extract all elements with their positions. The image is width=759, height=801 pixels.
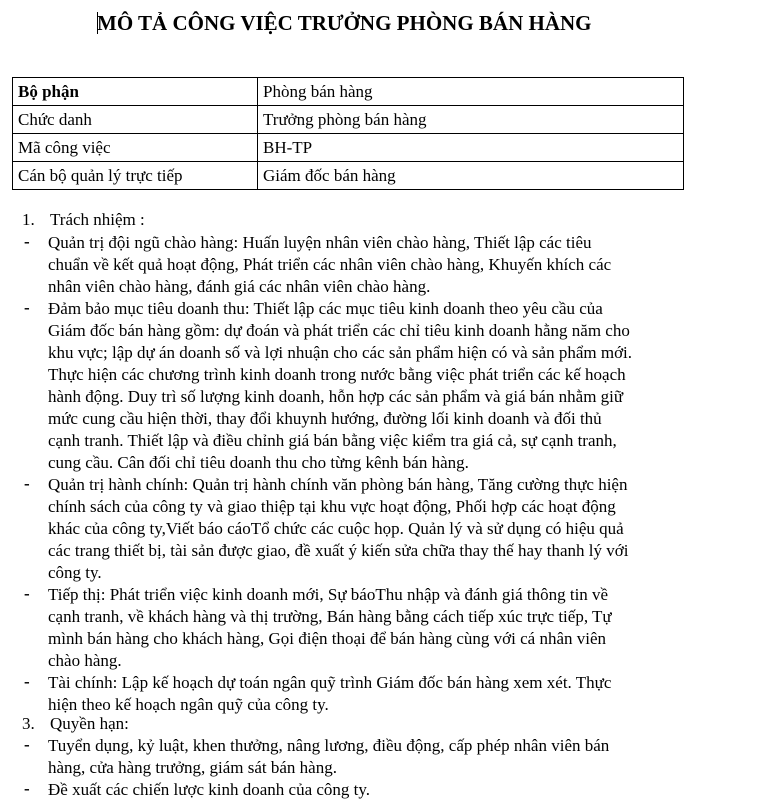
bullet-dash: - [24,735,30,754]
table-row [13,78,684,106]
list-item [0,474,700,584]
text-line: Quản trị đội ngũ chào hàng: Huấn luyện nhân viên chào hàng, Thiết lập các tiêu [48,233,592,252]
text-line: Thực hiện các chương trình kinh doanh trong nước bằng việc phát triển các kế hoạch [48,365,626,384]
table-cell-label: Bộ phận [13,78,258,106]
list-item [0,232,700,298]
bullet-dash: - [24,298,30,317]
table-row [13,106,684,134]
text-line: chuẩn về kết quả hoạt động, Phát triển các nhân viên chào hàng, Khuyến khích các [48,255,612,274]
bullet-dash: - [24,474,30,493]
document-title: MÔ TẢ CÔNG VIỆC TRƯỞNG PHÒNG BÁN HÀNG [97,11,592,35]
bullet-dash: - [24,584,30,603]
section-title: Trách nhiệm : [50,210,145,229]
list-item [0,584,700,672]
authority-list [0,735,700,801]
text-line: khu vực; lập dự án doanh số và lợi nhuận cho các sản phẩm hiện có và sản phẩm mới. [48,343,633,362]
text-line: Đề xuất các chiến lược kinh doanh của công ty. [48,780,371,799]
section-heading-responsibilities [22,209,145,231]
list-item [0,735,700,779]
table-cell-label: Chức danh [13,106,258,134]
section-title: Quyền hạn: [50,714,129,733]
text-line: chào hàng. [48,651,122,670]
table-cell-value: BH-TP [258,134,684,162]
list-item [0,298,700,474]
section-heading-authority [22,713,129,735]
list-item [0,779,700,801]
text-line: chính sách của công ty và giao thiệp tại khu vực hoạt động, Phối hợp các hoạt động [48,497,616,516]
bullet-dash: - [24,672,30,691]
text-line: khác của công ty,Viết báo cáoTổ chức các cuộc họp. Quản lý và sử dụng có hiệu quả [48,519,624,538]
bullet-dash: - [24,779,30,798]
table-cell-label: Mã công việc [13,134,258,162]
text-line: nhân viên chào hàng, đánh giá các nhân viên chào hàng. [48,277,431,296]
table-cell-value: Phòng bán hàng [258,78,684,106]
text-line: các trang thiết bị, tài sản được giao, đề xuất ý kiến sửa chữa thay thế hay thanh lý với [48,541,629,560]
section-number: 3. [22,714,35,733]
text-line: Tài chính: Lập kế hoạch dự toán ngân quỹ trình Giám đốc bán hàng xem xét. Thực [48,673,612,692]
text-line: mức cung cầu hiện thời, thay đổi khuynh hướng, đường lối kinh doanh và đối thủ [48,409,602,428]
table-row [13,162,684,190]
section-number: 1. [22,210,35,229]
text-line: Giám đốc bán hàng gồm: dự đoán và phát triển các chỉ tiêu kinh doanh hằng năm cho [48,321,630,340]
text-line: cạnh tranh, về khách hàng và thị trường, Bán hàng bằng cách tiếp xúc trực tiếp, Tự [48,607,612,626]
table-row [13,134,684,162]
text-line: Tuyển dụng, kỷ luật, khen thưởng, nâng lương, điều động, cấp phép nhân viên bán [48,736,610,755]
table-cell-value: Trưởng phòng bán hàng [258,106,684,134]
table-cell-value: Giám đốc bán hàng [258,162,684,190]
list-item [0,672,700,716]
text-line: cung cầu. Cân đối chỉ tiêu doanh thu cho từng kênh bán hàng. [48,453,469,472]
text-line: Đảm bảo mục tiêu doanh thu: Thiết lập các mục tiêu kinh doanh theo yêu cầu của [48,299,603,318]
bullet-dash: - [24,232,30,251]
text-line: hàng, cửa hàng trưởng, giám sát bán hàng. [48,758,337,777]
job-info-table [12,77,684,190]
text-line: Quản trị hành chính: Quản trị hành chính văn phòng bán hàng, Tăng cường thực hiện [48,475,628,494]
text-line: hiện theo kế hoạch ngân quỹ của công ty. [48,695,329,714]
text-line: mình bán hàng cho khách hàng, Gọi điện thoại để bán hàng cùng với cá nhân viên [48,629,607,648]
text-line: công ty. [48,563,102,582]
text-line: cạnh tranh. Thiết lập và điều chỉnh giá bán bằng việc kiểm tra giá cả, sự cạnh tranh, [48,431,617,450]
table-cell-label: Cán bộ quản lý trực tiếp [13,162,258,190]
responsibilities-list [0,232,700,716]
text-line: hành động. Duy trì số lượng kinh doanh, hỗn hợp các sản phẩm và giá bán nhằm giữ [48,387,624,406]
text-line: Tiếp thị: Phát triển việc kinh doanh mới, Sự báoThu nhập và đánh giá thông tin về [48,585,609,604]
